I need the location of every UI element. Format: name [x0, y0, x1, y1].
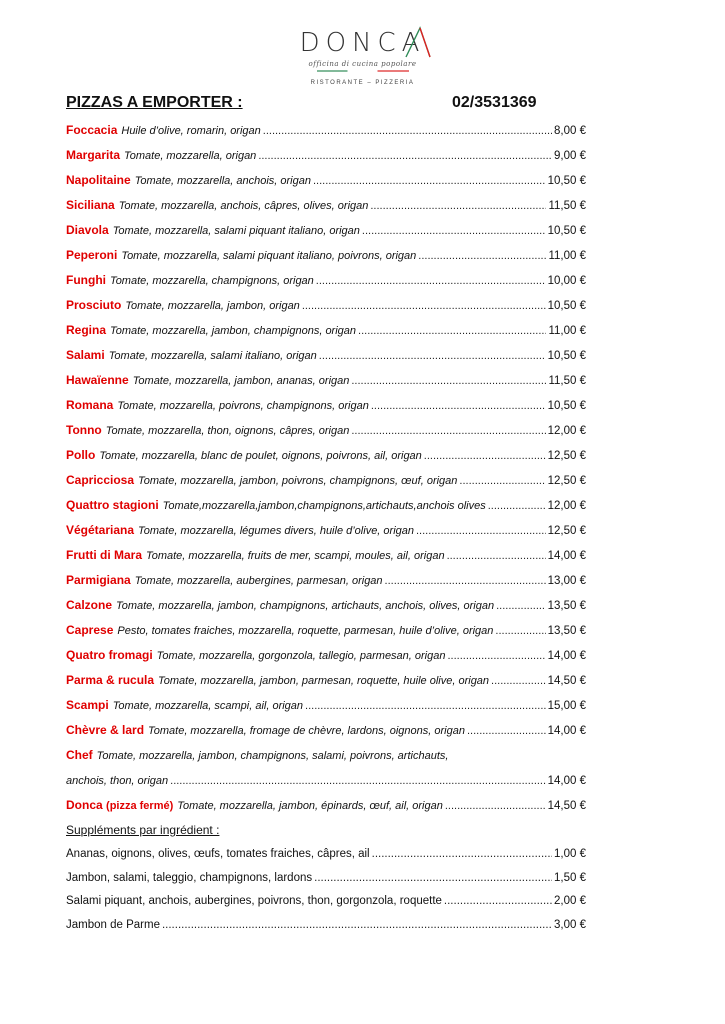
pizza-desc: Tomate, mozzarella, salami piquant italiano, poivrons, origan — [121, 250, 417, 262]
pizza-desc: Tomate, mozzarella, jambon, parmesan, roquette, huile olive, origan — [158, 675, 490, 687]
leader-dots — [447, 643, 545, 669]
pizza-name: Romana — [66, 398, 114, 412]
pizza-name: Calzone — [66, 598, 113, 612]
pizza-row — [66, 443, 586, 468]
restaurant-logo — [0, 28, 725, 86]
pizza-desc: Tomate, mozzarella, blanc de poulet, oignons, poivrons, ail, origan — [99, 450, 422, 462]
logo-wordmark: DONCA — [300, 28, 426, 58]
leader-dots — [444, 890, 552, 914]
pizza-row — [66, 643, 586, 668]
pizza-price: 15,00 € — [547, 700, 586, 712]
pizza-price: 14,50 € — [547, 675, 586, 687]
pizza-price: 11,00 € — [548, 325, 586, 337]
pizza-price: 10,50 € — [547, 225, 586, 237]
pizza-desc: Tomate, mozzarella, champignons, origan — [109, 275, 314, 287]
leader-dots — [314, 867, 552, 891]
pizza-row — [66, 468, 586, 493]
pizza-price: 12,50 € — [547, 450, 586, 462]
pizza-row — [66, 693, 586, 718]
pizza-name: Foccacia — [66, 123, 118, 137]
pizza-name: Frutti di Mara — [66, 548, 143, 562]
pizza-price: 10,50 € — [547, 400, 586, 412]
supplement-label: Jambon, salami, taleggio, champignons, lardons — [66, 871, 313, 884]
pizza-desc: Tomate, mozzarella, aubergines, parmesan, origan — [134, 575, 383, 587]
pizza-row — [66, 343, 586, 368]
pizza-price: 14,50 € — [547, 800, 586, 812]
pizza-name: Chèvre & lard — [66, 723, 145, 737]
pizza-price: 11,50 € — [548, 375, 586, 387]
pizza-name: Napolitaine — [66, 173, 131, 187]
pizza-name: Tonno — [66, 423, 102, 437]
pizza-row — [66, 393, 586, 418]
logo-flag-stripe — [317, 70, 409, 72]
pizza-name: Quattro stagioni — [66, 498, 159, 512]
pizza-row — [66, 593, 586, 618]
pizza-row — [66, 668, 586, 693]
pizza-price: 13,50 € — [547, 600, 586, 612]
pizza-name: Donca (pizza fermé) — [66, 798, 174, 812]
pizza-row — [66, 193, 586, 218]
leader-dots — [351, 418, 545, 444]
pizza-desc: Tomate, mozzarella, origan — [124, 150, 257, 162]
pizza-desc: Tomate, mozzarella, salami piquant italiano, origan — [112, 225, 360, 237]
leader-dots — [362, 218, 546, 244]
pizza-row — [66, 718, 586, 743]
pizza-name: Prosciuto — [66, 298, 122, 312]
pizza-name: Parmigiana — [66, 573, 131, 587]
pizza-desc: Tomate, mozzarella, jambon, épinards, œuf, ail, origan — [177, 800, 443, 812]
pizza-row — [66, 568, 586, 593]
pizza-name: Caprese — [66, 623, 114, 637]
pizza-row — [66, 168, 586, 193]
pizza-desc: Tomate, mozzarella, anchois, origan — [134, 175, 311, 187]
pizza-desc: Tomate, mozzarella, fromage de chèvre, lardons, oignons, origan — [148, 725, 465, 737]
phone-number: 02/3531369 — [452, 94, 537, 111]
pizza-desc: Tomate, mozzarella, jambon, champignons, salami, poivrons, artichauts, — [96, 750, 449, 762]
logo-triangle-icon — [405, 26, 431, 58]
supplement-price: 1,00 € — [554, 848, 586, 860]
leader-dots — [305, 693, 546, 719]
pizza-name: Regina — [66, 323, 107, 337]
leader-dots — [316, 268, 546, 294]
logo-tagline: officina di cucina popolare — [308, 60, 417, 68]
pizza-row-chef-line2 — [66, 768, 586, 793]
leader-dots — [263, 118, 552, 144]
pizza-price: 14,00 € — [547, 550, 586, 562]
leader-dots — [371, 393, 546, 419]
menu-title: PIZZAS A EMPORTER : — [66, 94, 243, 111]
pizza-list — [66, 118, 586, 937]
pizza-row — [66, 293, 586, 318]
pizza-desc: Tomate, mozzarella, jambon, champignons, origan — [110, 325, 357, 337]
pizza-row — [66, 418, 586, 443]
leader-dots — [491, 668, 546, 694]
supplement-price: 3,00 € — [554, 918, 586, 931]
menu-header — [66, 94, 541, 118]
pizza-desc: Tomate, mozzarella, fruits de mer, scampi, moules, ail, origan — [146, 550, 445, 562]
leader-dots — [258, 143, 552, 169]
pizza-row — [66, 143, 586, 168]
pizza-name: Peperoni — [66, 248, 118, 262]
pizza-price: 12,00 € — [547, 500, 586, 512]
pizza-name: Chef — [66, 748, 93, 762]
pizza-price: 14,00 € — [547, 725, 586, 737]
pizza-price: 10,00 € — [547, 275, 586, 287]
leader-dots — [459, 468, 545, 494]
pizza-price: 12,50 € — [547, 475, 586, 487]
pizza-row — [66, 368, 586, 393]
leader-dots — [418, 243, 546, 269]
pizza-desc: Tomate, mozzarella, jambon, ananas, origan — [132, 375, 350, 387]
pizza-desc: Tomate,mozzarella,jambon,champignons,artichauts,anchois olives — [162, 500, 486, 512]
logo-subtitle: RISTORANTE – PIZZERIA — [310, 80, 415, 86]
leader-dots — [467, 718, 546, 744]
leader-dots — [358, 318, 546, 344]
leader-dots — [313, 168, 546, 194]
supplements-title: Suppléments par ingrédient : — [66, 823, 220, 837]
pizza-desc: Tomate, mozzarella, jambon, champignons, artichauts, anchois, olives, origan — [116, 600, 495, 612]
pizza-desc: Tomate, mozzarella, jambon, poivrons, champignons, œuf, origan — [138, 475, 458, 487]
pizza-price: 9,00 € — [554, 150, 586, 162]
pizza-desc: Tomate, mozzarella, légumes divers, huile d’olive, origan — [138, 525, 414, 537]
leader-dots — [370, 193, 546, 219]
leader-dots — [351, 368, 546, 394]
pizza-desc: Tomate, mozzarella, gorgonzola, tallegio, parmesan, origan — [156, 650, 446, 662]
pizza-name: Margarita — [66, 148, 121, 162]
pizza-row — [66, 493, 586, 518]
pizza-price: 12,00 € — [547, 425, 586, 437]
pizza-desc: Huile d’olive, romarin, origan — [121, 125, 261, 137]
pizza-desc: Pesto, tomates fraiches, mozzarella, roquette, parmesan, huile d’olive, origan — [117, 625, 494, 637]
leader-dots — [488, 493, 546, 519]
pizza-price: 13,00 € — [547, 575, 586, 587]
pizza-name: Salami — [66, 348, 105, 362]
supplement-price: 2,00 € — [554, 895, 586, 907]
pizza-name: Pollo — [66, 448, 96, 462]
pizza-row — [66, 543, 586, 568]
pizza-row — [66, 118, 586, 143]
supplement-price: 1,50 € — [554, 871, 586, 884]
pizza-desc: Tomate, mozzarella, poivrons, champignons, origan — [117, 400, 369, 412]
pizza-price: 10,50 € — [547, 300, 586, 312]
supplement-row — [66, 890, 586, 914]
supplement-row — [66, 867, 586, 891]
leader-dots — [416, 518, 546, 544]
pizza-price: 13,50 € — [547, 625, 586, 637]
supplement-label: Salami piquant, anchois, aubergines, poivrons, thon, gorgonzola, roquette — [66, 895, 442, 907]
pizza-price: 12,50 € — [547, 525, 586, 537]
supplement-row — [66, 914, 586, 938]
pizza-row — [66, 268, 586, 293]
leader-dots — [495, 618, 545, 644]
leader-dots — [372, 843, 552, 867]
pizza-name: Végétariana — [66, 523, 135, 537]
pizza-row-chef-line1 — [66, 743, 586, 768]
leader-dots — [447, 543, 546, 569]
pizza-row — [66, 318, 586, 343]
pizza-name: Capricciosa — [66, 473, 135, 487]
pizza-name: Quatro fromagi — [66, 648, 153, 662]
leader-dots — [496, 593, 546, 619]
supplement-row — [66, 843, 586, 867]
supplement-label: Jambon de Parme — [66, 918, 160, 931]
pizza-desc: Tomate, mozzarella, salami italiano, origan — [108, 350, 317, 362]
supplements-list — [66, 843, 586, 937]
pizza-price: 14,00 € — [547, 650, 586, 662]
leader-dots — [302, 293, 546, 319]
pizza-name: Siciliana — [66, 198, 115, 212]
leader-dots — [319, 343, 546, 369]
pizza-name: Hawaïenne — [66, 373, 129, 387]
pizza-name: Funghi — [66, 273, 106, 287]
pizza-price: 14,00 € — [547, 775, 586, 787]
pizza-row-donca — [66, 793, 586, 818]
pizza-desc: Tomate, mozzarella, anchois, câpres, olives, origan — [118, 200, 369, 212]
pizza-desc: Tomate, mozzarella, thon, oignons, câpres, origan — [105, 425, 350, 437]
pizza-desc: Tomate, mozzarella, scampi, ail, origan — [112, 700, 304, 712]
leader-dots — [162, 914, 552, 938]
pizza-name: Diavola — [66, 223, 109, 237]
pizza-row — [66, 518, 586, 543]
pizza-row — [66, 243, 586, 268]
pizza-price: 10,50 € — [547, 350, 586, 362]
pizza-name: Scampi — [66, 698, 109, 712]
pizza-price: 8,00 € — [554, 125, 586, 137]
supplement-label: Ananas, oignons, olives, œufs, tomates fraiches, câpres, ail — [66, 848, 370, 860]
pizza-row — [66, 218, 586, 243]
pizza-name: Parma & rucula — [66, 673, 155, 687]
leader-dots — [170, 768, 545, 794]
leader-dots — [385, 568, 546, 594]
pizza-price: 11,50 € — [548, 200, 586, 212]
leader-dots — [424, 443, 546, 469]
pizza-desc: anchois, thon, origan — [66, 775, 169, 787]
pizza-desc: Tomate, mozzarella, jambon, origan — [125, 300, 300, 312]
pizza-row — [66, 618, 586, 643]
pizza-price: 11,00 € — [548, 250, 586, 262]
pizza-note: (pizza fermé) — [106, 800, 174, 812]
leader-dots — [445, 793, 546, 819]
pizza-price: 10,50 € — [547, 175, 586, 187]
